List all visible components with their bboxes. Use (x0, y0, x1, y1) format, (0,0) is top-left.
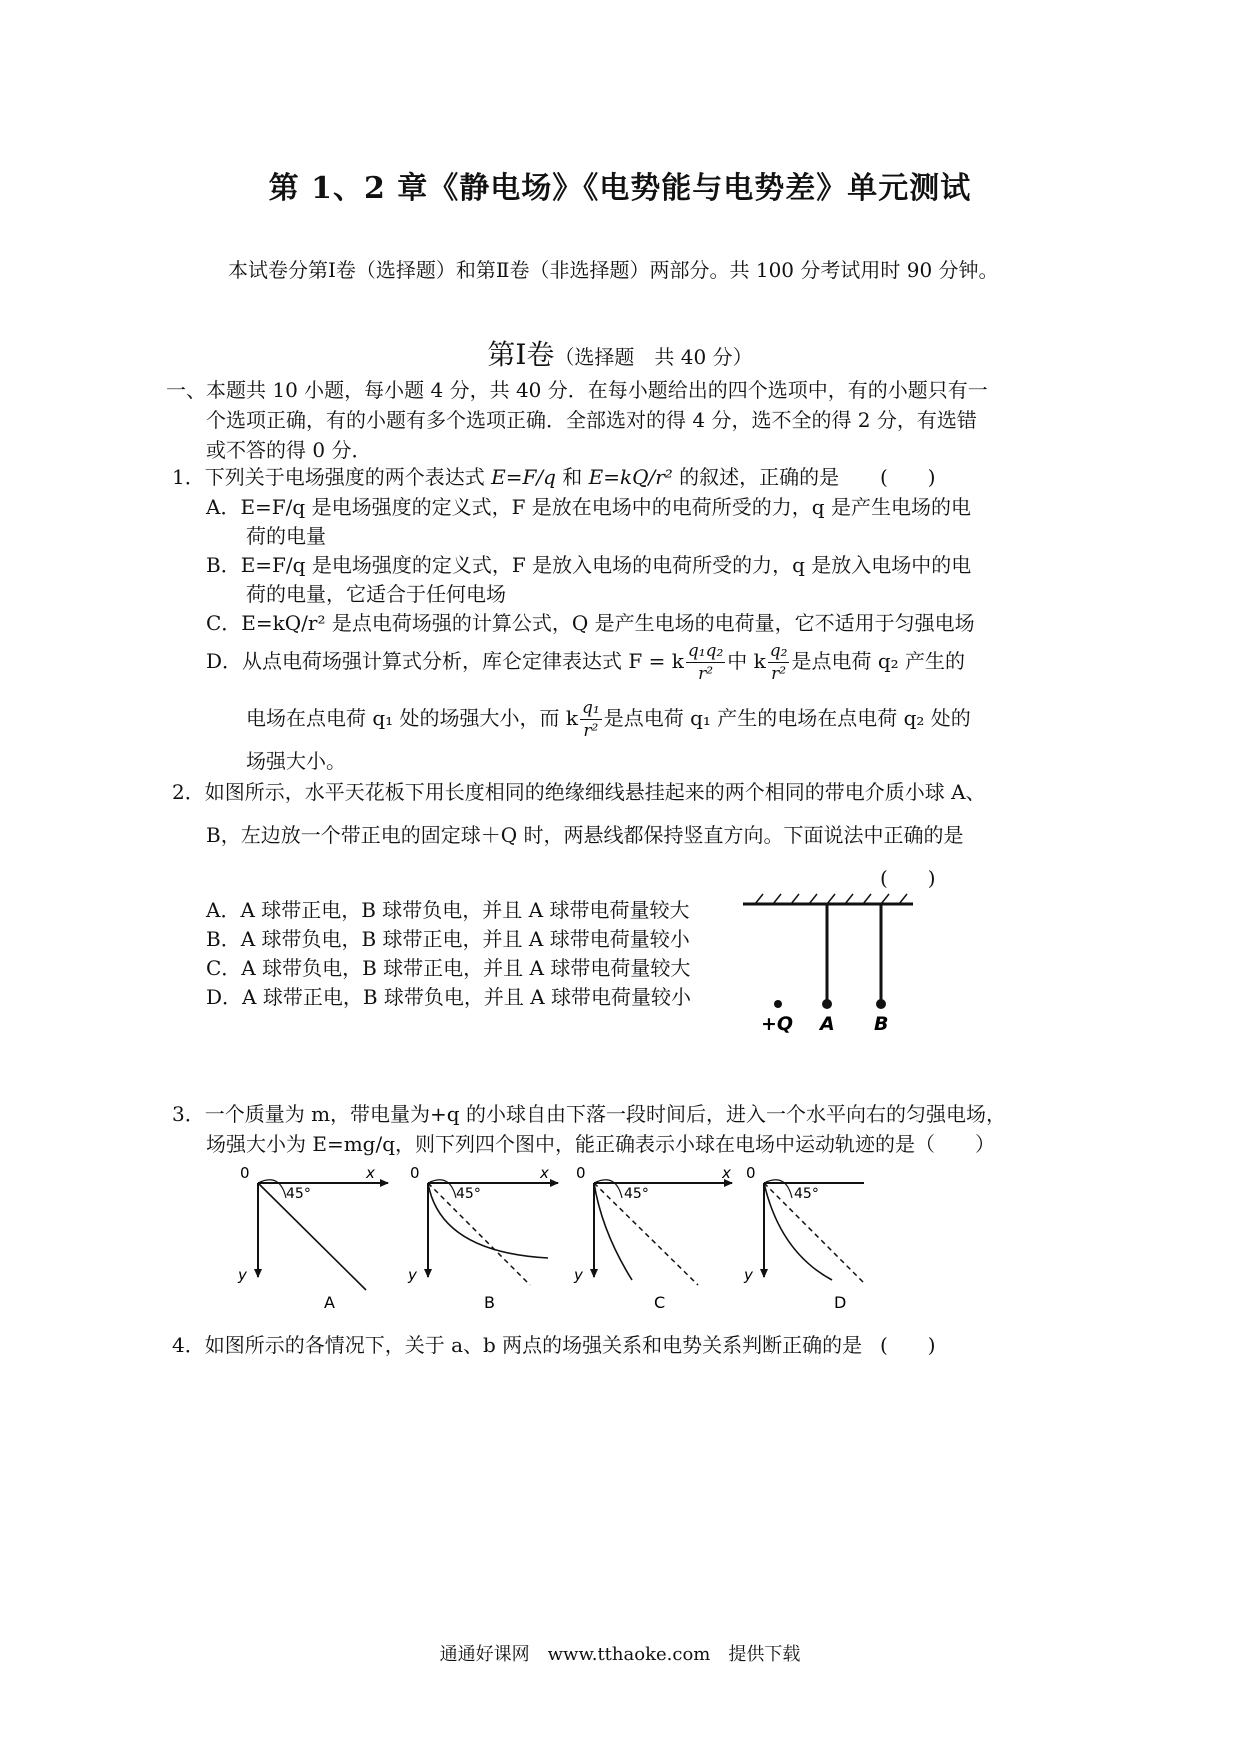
q3-graph-b (407, 1164, 558, 1312)
q4-answer-box: ( ) (880, 1333, 936, 1357)
section-instruction-line2: 个选项正确，有的小题有多个选项正确．全部选对的得 4 分，选不全的得 2 分，有选错 (206, 408, 977, 432)
page-title: 第 1、2 章《静电场》《电势能与电势差》单元测试 (268, 171, 972, 206)
part-heading-main: 第Ⅰ卷 (487, 338, 555, 371)
q2-figure (735, 886, 925, 1036)
q3-stem-line2: 场强大小为 E=mg/q，则下列四个图中，能正确表示小球在电场中运动轨迹的是（ ） (206, 1132, 996, 1156)
q3-b-x-label: x (540, 1164, 549, 1182)
q1-option-c: C．E=kQ/r² 是点电荷场强的计算公式，Q 是产生电场的电荷量，它不适用于匀强电场 (206, 611, 975, 635)
q3-c-angle: 45° (624, 1186, 649, 1202)
q3-graph-d (743, 1164, 864, 1312)
q1-fraction-q1 (580, 697, 602, 742)
label-b: B (874, 1013, 889, 1035)
q3-d-y-label: y (744, 1266, 753, 1284)
q3-a-y-label: y (238, 1266, 247, 1284)
section-instruction-line3: 或不答的得 0 分． (206, 438, 372, 462)
q3-d-origin: 0 (746, 1164, 756, 1182)
q1-fraction-coulomb-den: r² (698, 664, 714, 684)
intro-text: 本试卷分第Ⅰ卷（选择题）和第Ⅱ卷（非选择题）两部分。共 100 分考试用时 90 分钟。 (228, 258, 999, 282)
label-plus-q: +Q (761, 1013, 794, 1035)
q1-formula-2: E=kQ/r² (588, 465, 673, 489)
q1-option-b-line2: 荷的电量，它适合于任何电场 (246, 582, 506, 606)
q3-graph-c (573, 1164, 732, 1312)
q2-answer-box: ( ) (880, 866, 936, 890)
q3-a-x-label: x (366, 1164, 375, 1182)
q1-stem-a: 1．下列关于电场强度的两个表达式 (172, 465, 492, 489)
q1-fraction-q1-num: q₁ (582, 698, 600, 718)
ceiling (743, 894, 913, 904)
q1-option-d-text-c: 是点电荷 q₂ 产生的 (791, 649, 966, 673)
q1-fraction-q2-num: q₂ (769, 641, 788, 661)
q2-stem-line1: 2．如图所示，水平天花板下用长度相同的绝缘细线悬挂起来的两个相同的带电介质小球 A、 (172, 780, 986, 804)
part-heading (0, 333, 1240, 373)
q3-b-y-label: y (408, 1266, 417, 1284)
label-a: A (820, 1013, 835, 1035)
q1-option-a-line1: A．E=F/q 是电场强度的定义式，F 是放在电场中的电荷所受的力，q 是产生电场的电 (206, 495, 971, 519)
page-footer: 通通好课网 www.tthaoke.com 提供下载 (439, 1644, 801, 1665)
q1-option-a-line2: 荷的电量 (246, 524, 326, 548)
q1-option-b-line1: B．E=F/q 是电场强度的定义式，F 是放入电场的电荷所受的力，q 是放入电场中的电 (206, 553, 972, 577)
q1-answer-box: ( ) (880, 465, 936, 489)
q1-stem-c: 的叙述，正确的是 (672, 465, 840, 489)
q2-option-b: B．A 球带负电，B 球带正电，并且 A 球带电荷量较小 (206, 927, 690, 951)
charge-q (774, 1000, 782, 1008)
q2-option-d: D．A 球带正电，B 球带负电，并且 A 球带电荷量较小 (206, 985, 692, 1009)
q3-b-origin: 0 (410, 1164, 420, 1182)
q3-trajectory-figures (220, 1162, 980, 1320)
q2-option-a: A．A 球带正电，B 球带负电，并且 A 球带电荷量较大 (206, 898, 690, 922)
q1-fraction-q2-den: r² (771, 664, 787, 684)
q1-option-d-text-e: 是点电荷 q₁ 产生的电场在点电荷 q₂ 处的 (603, 706, 971, 730)
q1-fraction-coulomb-num: q₁q₂ (687, 641, 724, 661)
part-heading-sub: （选择题 共 40 分） (554, 345, 753, 369)
q1-option-d-line2 (246, 697, 971, 742)
q3-stem-line1: 3．一个质量为 m，带电量为+q 的小球自由下落一段时间后，进入一个水平向右的匀强电场， (172, 1102, 1006, 1126)
q3-graph-a (237, 1164, 388, 1312)
q1-fraction-coulomb (686, 640, 725, 685)
ball-b (876, 999, 886, 1009)
q1-fraction-q1-den: r² (583, 721, 599, 741)
q1-fraction-q2 (768, 640, 790, 685)
ball-a (822, 999, 832, 1009)
q1-option-d-line3: 场强大小。 (246, 749, 346, 773)
q1-option-d-line1 (206, 640, 965, 685)
q3-c-x-label: x (722, 1164, 731, 1182)
q1-option-d-text-a: D．从点电荷场强计算式分析，库仑定律表达式 F = k (206, 649, 684, 673)
q3-a-label: A (324, 1293, 335, 1312)
q3-a-angle: 45° (286, 1186, 311, 1202)
q3-c-y-label: y (574, 1266, 583, 1284)
q1-stem-b: 和 (555, 465, 589, 489)
q3-a-origin: 0 (240, 1164, 250, 1182)
q3-d-angle: 45° (794, 1186, 819, 1202)
section-instruction-line1: 一、本题共 10 小题，每小题 4 分，共 40 分．在每小题给出的四个选项中，有的小题只有一 (166, 378, 988, 402)
q1-option-d-text-d: 电场在点电荷 q₁ 处的场强大小，而 k (246, 706, 579, 730)
q1-formula-1: E=F/q (491, 465, 556, 489)
q3-b-label: B (484, 1293, 495, 1312)
q3-c-origin: 0 (576, 1164, 586, 1182)
q1-stem (172, 461, 839, 490)
q2-stem-line2: B，左边放一个带正电的固定球＋Q 时，两悬线都保持竖直方向。下面说法中正确的是 (206, 823, 964, 847)
q3-c-label: C (654, 1293, 666, 1312)
q2-option-c: C．A 球带负电，B 球带正电，并且 A 球带电荷量较大 (206, 956, 691, 980)
q3-d-label: D (834, 1293, 847, 1312)
q1-option-d-text-b: 中 k (727, 649, 766, 673)
q3-b-angle: 45° (456, 1186, 481, 1202)
q4-stem: 4．如图所示的各情况下，关于 a、b 两点的场强关系和电势关系判断正确的是 (172, 1333, 863, 1357)
